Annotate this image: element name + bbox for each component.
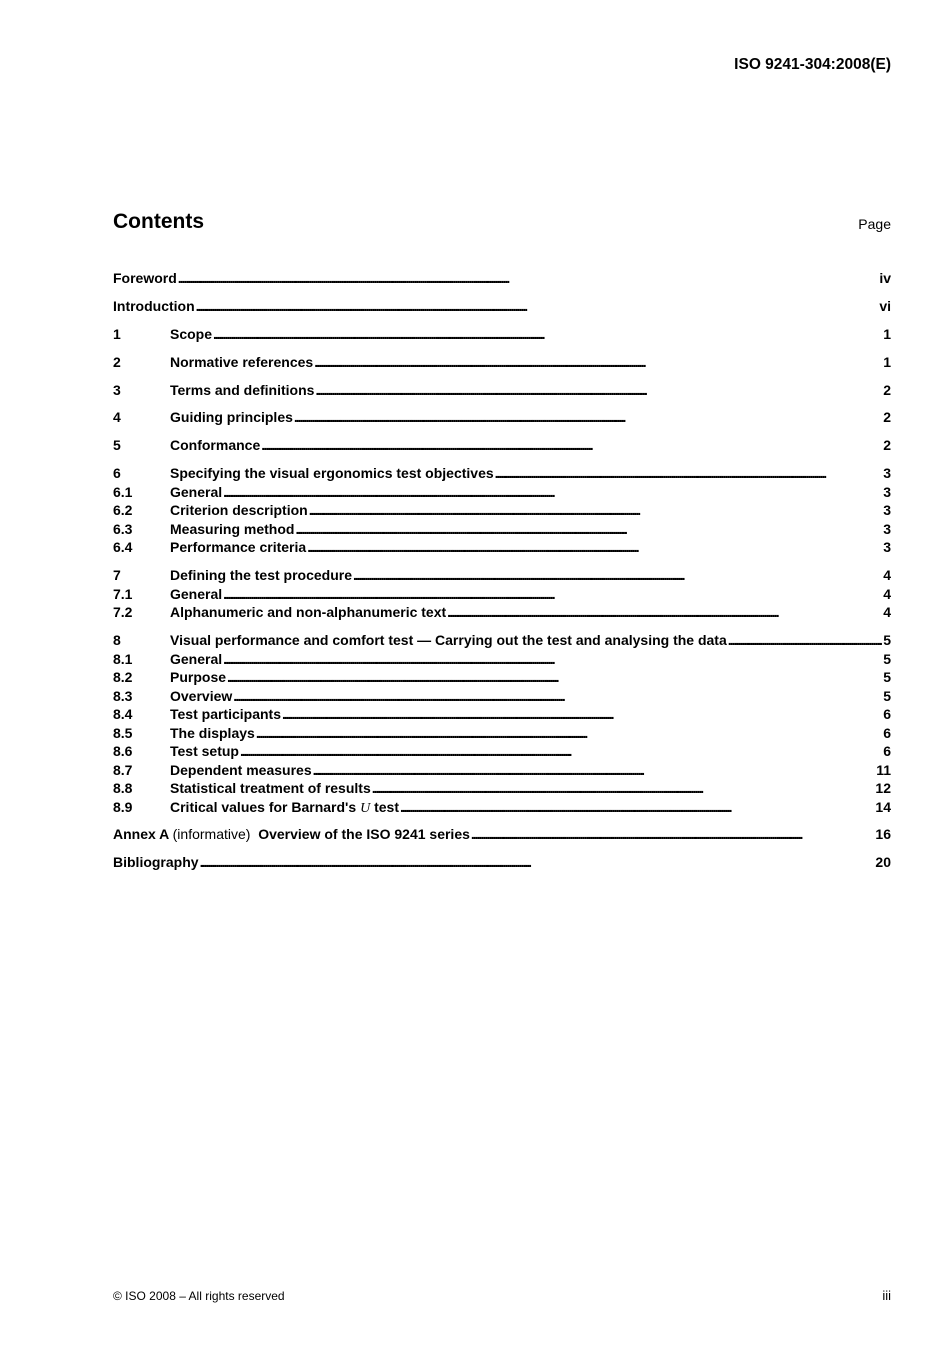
toc-entry-8-6[interactable] [113,742,891,761]
toc-entry-page: 3 [883,539,891,556]
toc-entry-number: 8.1 [113,650,133,667]
toc-group-6 [113,464,891,557]
dot-leader [728,631,882,650]
toc-entry-title: Foreword [113,270,177,286]
dot-leader [315,381,882,400]
toc-entry-title: Guiding principles [170,409,293,426]
toc-entry-8-3[interactable] [113,687,891,706]
toc-entry-7-2[interactable] [113,603,891,622]
dot-leader [353,566,882,585]
toc-entry-title: Scope [170,325,213,342]
toc-entry-title: Bibliography [113,854,199,871]
toc-entry-title [113,825,470,844]
toc-entry-number: 3 [113,381,121,398]
table-of-contents [113,269,891,881]
toc-entry-title: Performance criteria [170,539,307,556]
page-column-label: Page [858,216,891,232]
toc-entry-number: 8.9 [113,798,133,815]
toc-entry-number: 7.1 [113,585,133,602]
dot-leader [233,687,882,706]
toc-group-annex-a [113,825,891,844]
toc-entry-page: 1 [883,325,891,342]
toc-entry-title: General [170,650,223,667]
toc-entry-title: Test participants [170,706,281,723]
annex-note: (informative) [172,826,251,843]
toc-entry-page: 2 [883,381,891,398]
toc-entry-bibliography[interactable] [113,853,891,872]
toc-entry-number: 1 [113,325,121,342]
toc-group-8 [113,631,891,816]
toc-group-foreword [113,269,891,288]
toc-entry-6[interactable] [113,464,891,483]
dot-leader [314,353,882,372]
dot-leader [372,779,875,798]
toc-entry-6-4[interactable] [113,538,891,557]
toc-entry-1[interactable] [113,325,891,344]
toc-entry-page: 4 [883,567,891,584]
toc-entry-8-1[interactable] [113,650,891,669]
toc-entry-page: 5 [883,632,891,649]
toc-entry-introduction[interactable] [113,297,891,316]
toc-group-1 [113,325,891,344]
toc-title-prefix: Critical values for Barnard's [170,798,361,815]
copyright-notice: © ISO 2008 – All rights reserved [113,1289,285,1303]
toc-entry-title: Criterion description [170,502,308,519]
toc-entry-5[interactable] [113,436,891,455]
dot-leader [178,269,879,288]
toc-entry-page: 4 [883,585,891,602]
dot-leader [223,585,882,604]
annex-label: Annex A [113,826,169,843]
toc-entry-title: Specifying the visual ergonomics test objectives [170,465,494,482]
toc-entry-number: 2 [113,353,121,370]
toc-entry-title: Alphanumeric and non-alphanumeric text [170,604,447,621]
toc-entry-4[interactable] [113,408,891,427]
toc-entry-page: 5 [883,687,891,704]
toc-entry-page: 6 [883,724,891,741]
toc-entry-page: 6 [883,743,891,760]
toc-entry-8[interactable] [113,631,891,650]
dot-leader [307,538,882,557]
toc-entry-2[interactable] [113,353,891,372]
toc-entry-page: iv [879,270,891,286]
toc-title-suffix: test [370,798,399,815]
toc-entry-page: 20 [875,854,891,871]
toc-entry-title: Introduction [113,297,195,314]
toc-entry-title: Overview [170,687,233,704]
dot-leader [200,853,875,872]
annex-title: Overview of the ISO 9241 series [258,826,470,843]
toc-group-4 [113,408,891,427]
variable-u: U [360,800,371,816]
toc-entry-foreword[interactable] [113,269,891,288]
toc-entry-7[interactable] [113,566,891,585]
toc-entry-title: Visual performance and comfort test — Carrying out the test and analysing the data [170,632,727,649]
toc-entry-8-8[interactable] [113,779,891,798]
toc-entry-page: 3 [883,520,891,537]
toc-entry-number: 6.3 [113,520,133,537]
toc-entry-page: 5 [883,669,891,686]
dot-leader [471,825,875,844]
toc-entry-6-3[interactable] [113,520,891,539]
toc-entry-page: 14 [875,798,891,815]
toc-entry-number: 7.2 [113,604,133,621]
toc-entry-number: 8.5 [113,724,133,741]
toc-entry-page: 5 [883,650,891,667]
toc-entry-number: 8.8 [113,780,133,797]
dot-leader [261,436,882,455]
toc-entry-title: Dependent measures [170,761,312,778]
toc-entry-title: Conformance [170,437,261,454]
toc-entry-number: 8.4 [113,706,133,723]
dot-leader [400,798,874,817]
toc-entry-title: General [170,483,223,500]
dot-leader [227,668,882,687]
toc-entry-number: 7 [113,567,121,584]
dot-leader [223,650,882,669]
toc-entry-title: Terms and definitions [170,381,315,398]
toc-entry-page: 6 [883,706,891,723]
toc-entry-6-2[interactable] [113,501,891,520]
toc-entry-page: 4 [883,604,891,621]
dot-leader [294,408,882,427]
toc-entry-page: 3 [883,465,891,482]
toc-entry-number: 6.2 [113,502,133,519]
toc-entry-3[interactable] [113,381,891,400]
toc-entry-8-7[interactable] [113,761,891,780]
page-number: iii [882,1288,891,1303]
toc-entry-annex-a[interactable] [113,825,891,844]
dot-leader [447,603,882,622]
toc-entry-number: 5 [113,437,121,454]
toc-entry-title: Test setup [170,743,239,760]
toc-entry-number: 8.2 [113,669,133,686]
toc-entry-title: Defining the test procedure [170,567,353,584]
toc-entry-number: 8 [113,632,121,649]
dot-leader [213,325,882,344]
toc-entry-page: vi [879,297,891,314]
toc-entry-page: 2 [883,437,891,454]
toc-entry-title: Normative references [170,353,314,370]
page-title: Contents [113,210,204,233]
toc-entry-8-5[interactable] [113,724,891,743]
toc-entry-title [170,798,399,817]
dot-leader [256,724,882,743]
toc-entry-title: Statistical treatment of results [170,780,371,797]
dot-leader [196,297,879,316]
toc-entry-page: 11 [876,761,891,778]
dot-leader [313,761,876,780]
toc-entry-title: General [170,585,223,602]
toc-entry-page: 1 [883,353,891,370]
dot-leader [495,464,883,483]
toc-entry-number: 8.6 [113,743,133,760]
toc-group-bibliography [113,853,891,872]
dot-leader [295,520,882,539]
toc-group-7 [113,566,891,622]
toc-group-2 [113,353,891,372]
document-id: ISO 9241-304:2008(E) [734,56,891,73]
toc-entry-8-2[interactable] [113,668,891,687]
dot-leader [282,705,882,724]
toc-entry-page: 12 [875,780,891,797]
toc-entry-number: 8.7 [113,761,133,778]
toc-group-introduction [113,297,891,316]
dot-leader [223,483,882,502]
toc-entry-page: 16 [875,826,891,843]
toc-entry-page: 3 [883,483,891,500]
toc-entry-page: 2 [883,409,891,426]
toc-entry-number: 6.4 [113,539,133,556]
dot-leader [240,742,882,761]
toc-group-3 [113,381,891,400]
toc-entry-8-9[interactable] [113,798,891,817]
toc-entry-number: 8.3 [113,687,133,704]
toc-entry-number: 6.1 [113,483,133,500]
toc-entry-title: Purpose [170,669,227,686]
toc-entry-title: The displays [170,724,255,741]
toc-entry-number: 6 [113,465,121,482]
dot-leader [309,501,883,520]
toc-entry-8-4[interactable] [113,705,891,724]
toc-entry-6-1[interactable] [113,483,891,502]
toc-entry-number: 4 [113,409,121,426]
toc-entry-7-1[interactable] [113,585,891,604]
toc-entry-page: 3 [883,502,891,519]
toc-group-5 [113,436,891,455]
toc-entry-title: Measuring method [170,520,295,537]
